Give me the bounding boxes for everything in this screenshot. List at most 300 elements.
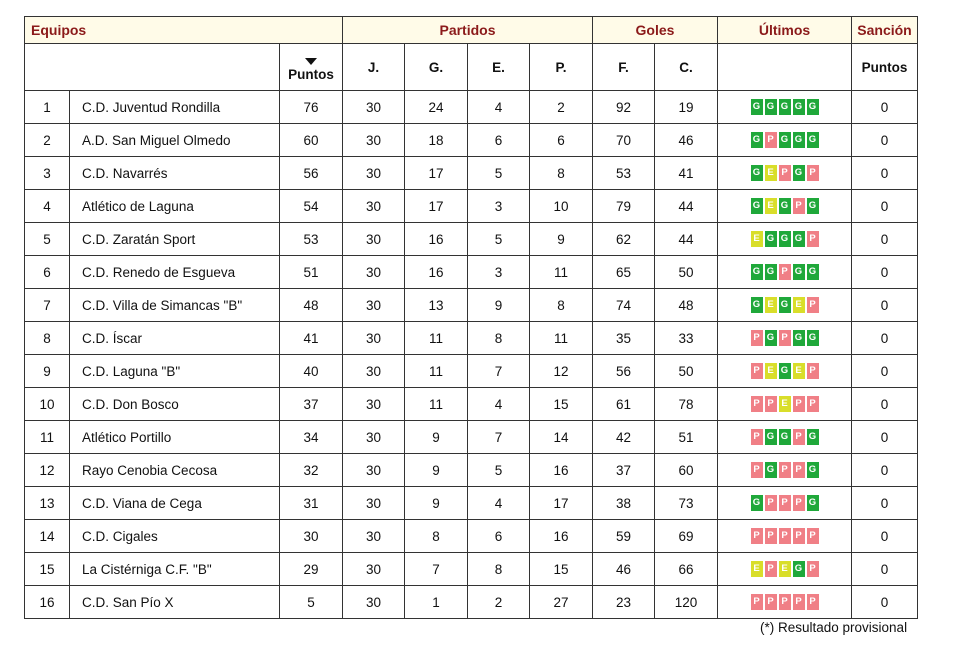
cell-g: 8 [405,520,468,553]
column-header-blank [25,44,280,91]
cell-pts: 32 [280,454,343,487]
cell-pts: 76 [280,91,343,124]
result-badge[interactable]: E [779,561,791,577]
cell-team[interactable]: C.D. Villa de Simancas "B" [70,289,280,322]
cell-ultimos [718,553,852,586]
cell-pos: 3 [25,157,70,190]
result-badge[interactable]: P [751,396,763,412]
cell-ultimos [718,322,852,355]
cell-p: 15 [530,388,593,421]
cell-p: 2 [530,91,593,124]
cell-f: 74 [593,289,655,322]
last-results [751,264,819,280]
cell-j: 30 [343,223,405,256]
column-header-ultimos [718,44,852,91]
result-badge[interactable]: P [807,297,819,313]
last-results [751,561,819,577]
column-header-sancion-puntos: Puntos [852,44,918,91]
result-badge[interactable]: P [793,594,805,610]
group-header-equipos: Equipos [25,17,343,44]
cell-c: 41 [655,157,718,190]
cell-g: 17 [405,190,468,223]
cell-j: 30 [343,190,405,223]
cell-pos: 14 [25,520,70,553]
table-row [25,388,918,421]
column-header-e[interactable]: E. [468,44,530,91]
result-badge[interactable]: P [765,561,777,577]
cell-e: 4 [468,487,530,520]
cell-p: 15 [530,553,593,586]
result-badge[interactable]: G [779,132,791,148]
last-results [751,99,819,115]
result-badge[interactable]: P [751,363,763,379]
cell-j: 30 [343,454,405,487]
result-badge[interactable]: G [751,132,763,148]
cell-pts: 29 [280,553,343,586]
last-results [751,363,819,379]
cell-g: 16 [405,223,468,256]
result-badge[interactable]: G [779,198,791,214]
cell-e: 6 [468,124,530,157]
cell-sancion: 0 [852,553,918,586]
cell-f: 59 [593,520,655,553]
cell-j: 30 [343,487,405,520]
result-badge[interactable]: G [751,495,763,511]
group-header-partidos: Partidos [343,17,593,44]
result-badge[interactable]: P [751,594,763,610]
cell-e: 7 [468,355,530,388]
result-badge[interactable]: P [751,528,763,544]
result-badge[interactable]: G [765,462,777,478]
cell-e: 6 [468,520,530,553]
cell-g: 9 [405,421,468,454]
column-header-g[interactable]: G. [405,44,468,91]
result-badge[interactable]: P [779,165,791,181]
cell-team[interactable]: A.D. San Miguel Olmedo [70,124,280,157]
group-header-sancion: Sanción [852,17,918,44]
table-row [25,553,918,586]
cell-pts: 54 [280,190,343,223]
last-results [751,528,819,544]
result-badge[interactable]: G [751,198,763,214]
result-badge[interactable]: P [779,495,791,511]
result-badge[interactable]: G [807,264,819,280]
cell-sancion: 0 [852,223,918,256]
last-results [751,330,819,346]
result-badge[interactable]: G [751,297,763,313]
footnote: (*) Resultado provisional [760,620,908,635]
result-badge[interactable]: E [765,165,777,181]
cell-e: 5 [468,223,530,256]
cell-f: 70 [593,124,655,157]
cell-ultimos [718,256,852,289]
cell-p: 8 [530,157,593,190]
result-badge[interactable]: P [779,264,791,280]
result-badge[interactable]: E [793,297,805,313]
cell-team[interactable]: C.D. Navarrés [70,157,280,190]
result-badge[interactable]: P [779,330,791,346]
result-badge[interactable]: G [807,99,819,115]
cell-p: 8 [530,289,593,322]
result-badge[interactable]: E [779,396,791,412]
cell-g: 7 [405,553,468,586]
cell-g: 9 [405,487,468,520]
cell-c: 120 [655,586,718,619]
cell-team[interactable]: C.D. Íscar [70,322,280,355]
cell-pts: 56 [280,157,343,190]
cell-ultimos [718,124,852,157]
cell-ultimos [718,520,852,553]
cell-sancion: 0 [852,355,918,388]
last-results [751,462,819,478]
result-badge[interactable]: P [793,528,805,544]
cell-sancion: 0 [852,454,918,487]
cell-f: 38 [593,487,655,520]
cell-e: 4 [468,91,530,124]
result-badge[interactable]: E [751,561,763,577]
cell-team[interactable]: Rayo Cenobia Cecosa [70,454,280,487]
cell-pos: 5 [25,223,70,256]
result-badge[interactable]: E [793,363,805,379]
cell-g: 11 [405,322,468,355]
cell-j: 30 [343,91,405,124]
cell-pts: 40 [280,355,343,388]
cell-pos: 13 [25,487,70,520]
cell-pts: 31 [280,487,343,520]
column-header-j[interactable]: J. [343,44,405,91]
cell-pos: 7 [25,289,70,322]
result-badge[interactable]: E [765,297,777,313]
cell-c: 78 [655,388,718,421]
cell-team[interactable]: C.D. Viana de Cega [70,487,280,520]
cell-p: 14 [530,421,593,454]
cell-g: 17 [405,157,468,190]
table-row [25,421,918,454]
cell-e: 5 [468,454,530,487]
result-badge[interactable]: G [793,330,805,346]
cell-sancion: 0 [852,91,918,124]
cell-c: 50 [655,355,718,388]
cell-j: 30 [343,553,405,586]
cell-j: 30 [343,520,405,553]
cell-p: 11 [530,322,593,355]
cell-j: 30 [343,157,405,190]
cell-j: 30 [343,388,405,421]
cell-team[interactable]: C.D. San Pío X [70,586,280,619]
cell-pts: 41 [280,322,343,355]
cell-c: 50 [655,256,718,289]
cell-pos: 16 [25,586,70,619]
standings-container [24,16,918,619]
cell-c: 48 [655,289,718,322]
result-badge[interactable]: P [765,495,777,511]
result-badge[interactable]: G [807,495,819,511]
cell-g: 11 [405,355,468,388]
cell-c: 66 [655,553,718,586]
result-badge[interactable]: P [779,462,791,478]
cell-pts: 51 [280,256,343,289]
cell-g: 11 [405,388,468,421]
last-results [751,198,819,214]
cell-c: 19 [655,91,718,124]
cell-team[interactable]: C.D. Zaratán Sport [70,223,280,256]
cell-sancion: 0 [852,322,918,355]
group-header-ultimos: Últimos [718,17,852,44]
cell-j: 30 [343,124,405,157]
cell-pts: 30 [280,520,343,553]
cell-e: 5 [468,157,530,190]
column-header-puntos: Puntos [288,67,334,82]
cell-f: 65 [593,256,655,289]
result-badge[interactable]: P [751,330,763,346]
result-badge[interactable]: G [779,363,791,379]
cell-p: 12 [530,355,593,388]
table-row [25,487,918,520]
cell-f: 61 [593,388,655,421]
result-badge[interactable]: E [751,231,763,247]
cell-ultimos [718,190,852,223]
cell-e: 8 [468,553,530,586]
cell-sancion: 0 [852,256,918,289]
result-badge[interactable]: E [765,198,777,214]
cell-j: 30 [343,289,405,322]
cell-f: 56 [593,355,655,388]
table-row [25,157,918,190]
cell-e: 4 [468,388,530,421]
result-badge[interactable]: P [751,462,763,478]
cell-sancion: 0 [852,190,918,223]
result-badge[interactable]: G [751,165,763,181]
cell-ultimos [718,487,852,520]
cell-sancion: 0 [852,421,918,454]
cell-team[interactable]: C.D. Cigales [70,520,280,553]
column-header-row [25,44,918,91]
cell-pts: 5 [280,586,343,619]
last-results [751,165,819,181]
cell-f: 42 [593,421,655,454]
table-row [25,355,918,388]
cell-f: 92 [593,91,655,124]
last-results [751,594,819,610]
cell-c: 51 [655,421,718,454]
result-badge[interactable]: G [793,165,805,181]
cell-c: 69 [655,520,718,553]
table-row [25,256,918,289]
result-badge[interactable]: P [765,528,777,544]
cell-p: 10 [530,190,593,223]
result-badge[interactable]: G [793,99,805,115]
cell-g: 24 [405,91,468,124]
result-badge[interactable]: P [807,528,819,544]
cell-pos: 15 [25,553,70,586]
result-badge[interactable]: P [807,363,819,379]
cell-pos: 4 [25,190,70,223]
table-row [25,322,918,355]
cell-team[interactable]: C.D. Juventud Rondilla [70,91,280,124]
cell-c: 44 [655,223,718,256]
cell-ultimos [718,157,852,190]
cell-pos: 1 [25,91,70,124]
cell-j: 30 [343,421,405,454]
result-badge[interactable]: G [779,429,791,445]
cell-sancion: 0 [852,487,918,520]
sort-desc-icon [305,58,317,65]
cell-pos: 6 [25,256,70,289]
last-results [751,132,819,148]
cell-team[interactable]: C.D. Renedo de Esgueva [70,256,280,289]
cell-g: 13 [405,289,468,322]
cell-pos: 9 [25,355,70,388]
cell-c: 46 [655,124,718,157]
result-badge[interactable]: P [807,561,819,577]
result-badge[interactable]: P [793,198,805,214]
cell-sancion: 0 [852,520,918,553]
table-row [25,454,918,487]
result-badge[interactable]: G [807,462,819,478]
cell-team[interactable]: Atlético de Laguna [70,190,280,223]
last-results [751,495,819,511]
result-badge[interactable]: G [793,561,805,577]
cell-c: 73 [655,487,718,520]
result-badge[interactable]: P [751,429,763,445]
result-badge[interactable]: G [779,99,791,115]
result-badge[interactable]: G [807,330,819,346]
result-badge[interactable]: P [807,165,819,181]
result-badge[interactable]: G [779,231,791,247]
cell-f: 35 [593,322,655,355]
result-badge[interactable]: G [779,297,791,313]
cell-sancion: 0 [852,586,918,619]
cell-pos: 10 [25,388,70,421]
cell-pos: 11 [25,421,70,454]
cell-sancion: 0 [852,124,918,157]
result-badge[interactable]: P [793,396,805,412]
table-row [25,520,918,553]
last-results [751,396,819,412]
cell-pts: 53 [280,223,343,256]
cell-ultimos [718,289,852,322]
result-badge[interactable]: G [751,264,763,280]
cell-p: 11 [530,256,593,289]
cell-e: 3 [468,256,530,289]
result-badge[interactable]: P [765,132,777,148]
column-header-c[interactable]: C. [655,44,718,91]
cell-sancion: 0 [852,157,918,190]
result-badge[interactable]: P [793,495,805,511]
result-badge[interactable]: G [765,330,777,346]
cell-g: 9 [405,454,468,487]
result-badge[interactable]: G [807,429,819,445]
group-header-goles: Goles [593,17,718,44]
cell-p: 17 [530,487,593,520]
sort-puntos-header[interactable] [280,44,343,91]
result-badge[interactable]: G [807,198,819,214]
cell-sancion: 0 [852,289,918,322]
column-header-p[interactable]: P. [530,44,593,91]
column-header-f[interactable]: F. [593,44,655,91]
cell-pts: 48 [280,289,343,322]
cell-f: 62 [593,223,655,256]
cell-pts: 37 [280,388,343,421]
result-badge[interactable]: G [807,132,819,148]
cell-j: 30 [343,256,405,289]
standings-body [25,91,918,619]
cell-e: 2 [468,586,530,619]
result-badge[interactable]: P [793,429,805,445]
table-row [25,586,918,619]
standings-table [24,16,918,619]
table-row [25,91,918,124]
cell-pts: 60 [280,124,343,157]
cell-ultimos [718,388,852,421]
cell-c: 44 [655,190,718,223]
result-badge[interactable]: P [779,528,791,544]
result-badge[interactable]: G [751,99,763,115]
result-badge[interactable]: G [793,231,805,247]
cell-ultimos [718,91,852,124]
result-badge[interactable]: G [765,264,777,280]
result-badge[interactable]: G [793,132,805,148]
table-row [25,223,918,256]
cell-f: 79 [593,190,655,223]
cell-pts: 34 [280,421,343,454]
cell-p: 9 [530,223,593,256]
cell-c: 60 [655,454,718,487]
result-badge[interactable]: P [765,396,777,412]
cell-f: 37 [593,454,655,487]
last-results [751,297,819,313]
cell-p: 27 [530,586,593,619]
cell-ultimos [718,454,852,487]
cell-ultimos [718,223,852,256]
cell-ultimos [718,421,852,454]
cell-j: 30 [343,586,405,619]
cell-p: 6 [530,124,593,157]
cell-team[interactable]: Atlético Portillo [70,421,280,454]
cell-e: 8 [468,322,530,355]
cell-e: 3 [468,190,530,223]
cell-sancion: 0 [852,388,918,421]
cell-ultimos [718,355,852,388]
result-badge[interactable]: P [807,594,819,610]
cell-f: 53 [593,157,655,190]
cell-team[interactable]: C.D. Don Bosco [70,388,280,421]
cell-f: 23 [593,586,655,619]
cell-j: 30 [343,322,405,355]
result-badge[interactable]: G [793,264,805,280]
result-badge[interactable]: G [765,99,777,115]
cell-g: 1 [405,586,468,619]
cell-team[interactable]: C.D. Laguna "B" [70,355,280,388]
result-badge[interactable]: G [765,429,777,445]
cell-j: 30 [343,355,405,388]
cell-e: 7 [468,421,530,454]
result-badge[interactable]: P [779,594,791,610]
result-badge[interactable]: P [793,462,805,478]
cell-f: 46 [593,553,655,586]
cell-team[interactable]: La Cistérniga C.F. "B" [70,553,280,586]
table-row [25,124,918,157]
result-badge[interactable]: E [765,363,777,379]
result-badge[interactable]: P [807,231,819,247]
result-badge[interactable]: G [765,231,777,247]
cell-p: 16 [530,454,593,487]
cell-p: 16 [530,520,593,553]
cell-g: 18 [405,124,468,157]
result-badge[interactable]: P [765,594,777,610]
result-badge[interactable]: P [807,396,819,412]
cell-g: 16 [405,256,468,289]
